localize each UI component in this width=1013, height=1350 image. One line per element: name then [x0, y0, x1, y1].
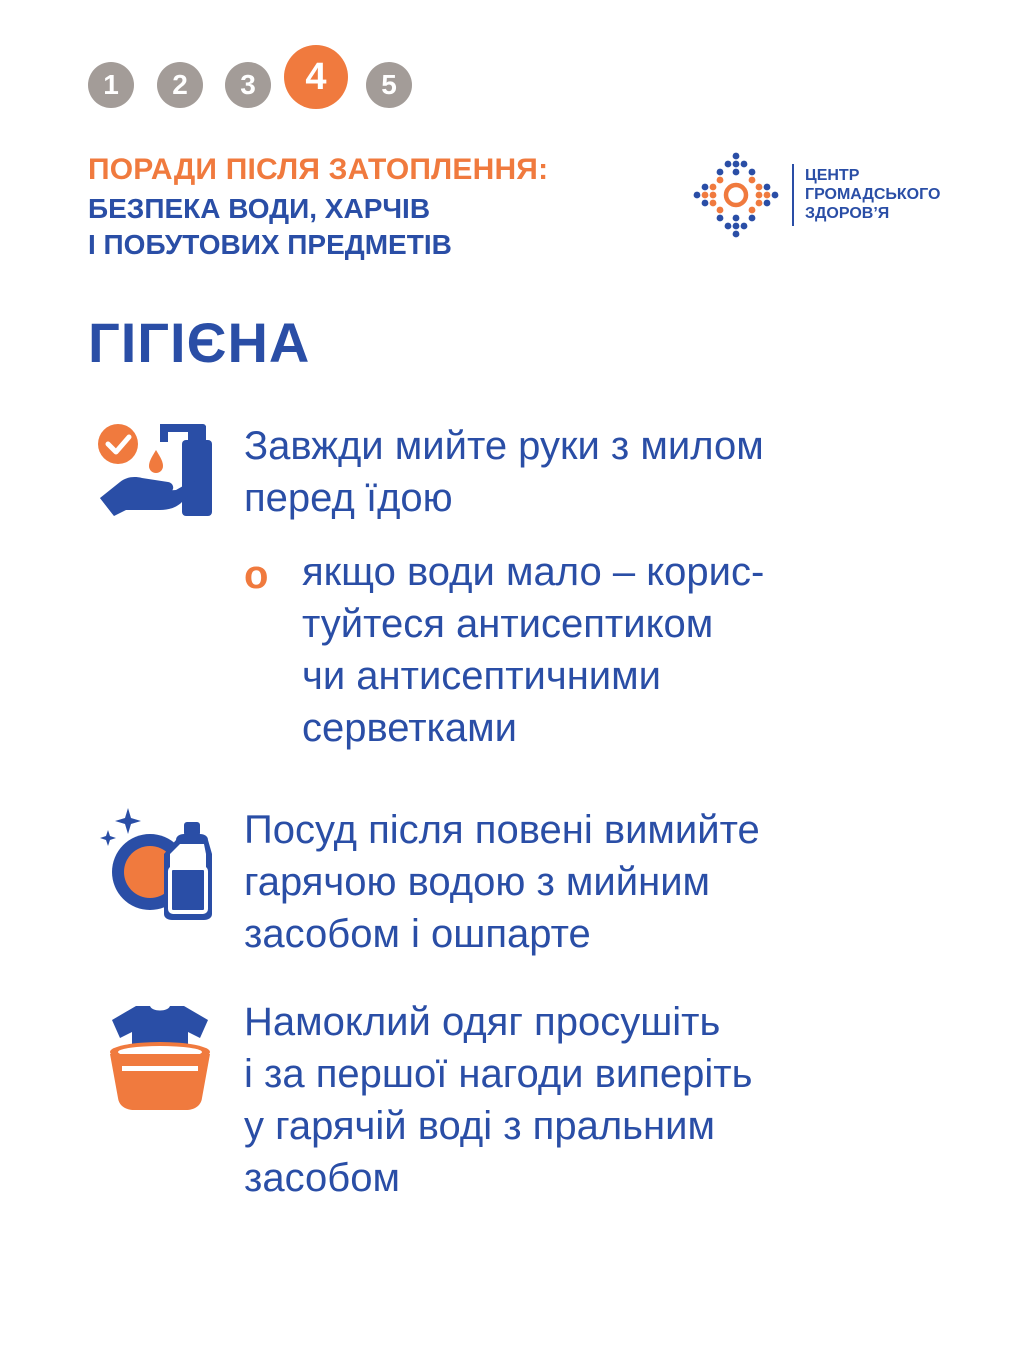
tip-1-bullet-line-2: туйтеся антисептиком [302, 602, 714, 646]
step-2[interactable]: 2 [157, 62, 203, 108]
tip-3-line-2: і за першої нагоди виперіть [244, 1052, 753, 1096]
laundry-basin-icon [108, 1002, 212, 1112]
step-3[interactable]: 3 [225, 62, 271, 108]
tip-1-bullet-line-4: серветками [302, 706, 517, 750]
tip-3-line-4: засобом [244, 1156, 400, 1200]
tip-1-bullet-line-3: чи антисептичними [302, 654, 661, 698]
bullet-marker: о [244, 553, 269, 597]
logo-divider [792, 164, 794, 226]
header-subtitle-line-1: БЕЗПЕКА ВОДИ, ХАРЧІВ [88, 193, 431, 224]
logo-text-line-1: ЦЕНТР [805, 167, 860, 184]
public-health-center-logo-icon [693, 152, 779, 238]
tip-1-line-1: Завжди мийте руки з милом [244, 424, 764, 468]
dish-soap-icon [98, 806, 218, 922]
tip-2-line-2: гарячою водою з мийним [244, 860, 711, 904]
header-subtitle-line-2: І ПОБУТОВИХ ПРЕДМЕТІВ [88, 229, 452, 260]
tip-1-line-2: перед їдою [244, 476, 453, 520]
step-4-active[interactable]: 4 [284, 45, 348, 109]
logo-text-line-2: ГРОМАДСЬКОГО [805, 186, 941, 203]
hand-washing-icon [96, 420, 218, 520]
tip-2-line-3: засобом і ошпарте [244, 912, 591, 956]
step-1[interactable]: 1 [88, 62, 134, 108]
section-title: ГІГІЄНА [88, 311, 311, 374]
step-5[interactable]: 5 [366, 62, 412, 108]
step-indicator [0, 0, 1013, 130]
header-title: ПОРАДИ ПІСЛЯ ЗАТОПЛЕННЯ: [88, 153, 549, 186]
tip-3-line-3: у гарячій воді з пральним [244, 1104, 715, 1148]
logo-text-line-3: ЗДОРОВ’Я [805, 205, 890, 222]
tip-3-line-1: Намоклий одяг просушіть [244, 1000, 721, 1044]
tip-2-line-1: Посуд після повені вимийте [244, 808, 760, 852]
tip-1-bullet-line-1: якщо води мало – корис- [302, 550, 765, 594]
